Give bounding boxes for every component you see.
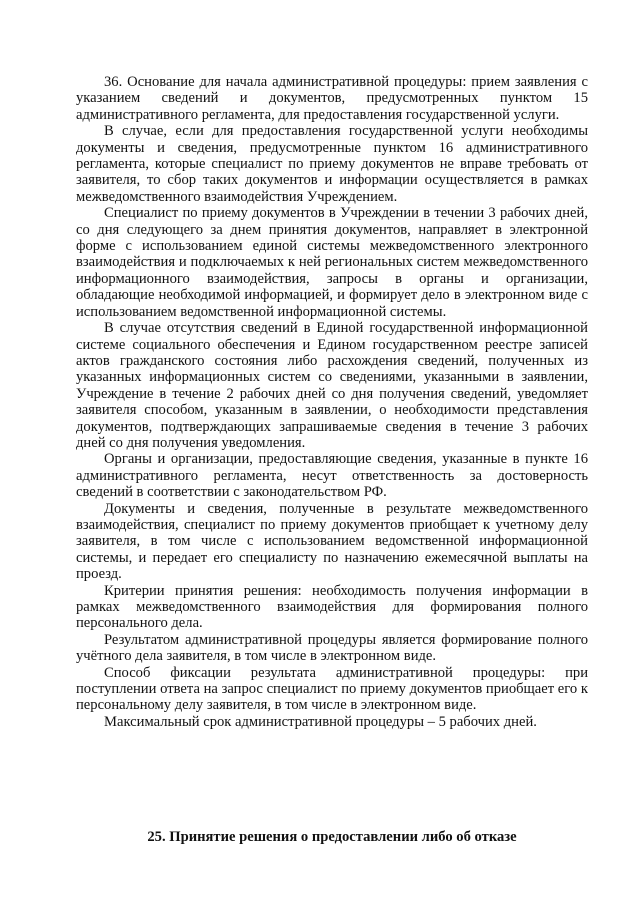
document-body (76, 74, 588, 730)
paragraph-procedure-basis: 36. Основание для начала административной процедуры: прием заявления с указанием сведений и документов, предусмотренных пунктом 15 административного регламента, для предоставления государственной услуги. (76, 74, 588, 123)
paragraph-documents-attached: Документы и сведения, полученные в результате межведомственного взаимодействия, специалист по приему документов приобщает к учетному делу заявителя, в том числе с использованием ведомственной информационной системы, и передает его специалисту по назначению ежемесячной выплаты на проезд. (76, 500, 588, 583)
paragraph-result: Результатом административной процедуры является формирование полного учётного дела заявителя, в том числе в электронном виде. (76, 631, 588, 665)
paragraph-missing-information: В случае отсутствия сведений в Единой государственной информационной системе социального обеспечения и Едином государственном реестре записей актов гражданского состояния либо расхождения сведений, полученных из указанных информационных систем со сведениями, указанными в заявлении, Учреждение в течение 2 рабочих дней со дня получения сведений, уведомляет заявителя способом, указанным в заявлении, о необходимости представления документов, подтверждающих запрашиваемые сведения в течение 3 рабочих дней со дня получения уведомления. (76, 320, 588, 451)
paragraph-max-duration: Максимальный срок административной процедуры – 5 рабочих дней. (104, 713, 537, 730)
section-heading: 25. Принятие решения о предоставлении либо об отказе (147, 829, 517, 845)
paragraph-document-collection: В случае, если для предоставления государственной услуги необходимы документы и сведения, предусмотренные пунктом 16 административного регламента, которые специалист по приему документов не вправе требовать от заявителя, то сбор таких документов и информации осуществляется в рамках межведомственного взаимодействия Учреждением. (76, 123, 588, 205)
paragraph-interdepartmental-requests: Специалист по приему документов в Учреждении в течении 3 рабочих дней, со дня следующего за днем принятия документов, направляет в электронной форме с использованием единой системы межведомственного электронного взаимодействия и подключаемых к ней региональных систем межведомственного информационного взаимодействия, запросы в органы и организации, обладающие необходимой информацией, и формирует дело в электронном виде с использованием ведомственной информационной системы. (76, 205, 588, 320)
paragraph-decision-criteria: Критерии принятия решения: необходимость получения информации в рамках межведомственного взаимодействия для формирования полного персонального дела. (76, 582, 588, 632)
paragraph-responsibility: Органы и организации, предоставляющие сведения, указанные в пункте 16 административного регламента, несут ответственность за достоверность сведений в соответствии с законодательством РФ. (76, 451, 588, 501)
paragraph-result-fixation: Способ фиксации результата административной процедуры: при поступлении ответа на запрос специалист по приему документов приобщает его к персональному делу заявителя, в том числе в электронном виде. (76, 664, 588, 714)
